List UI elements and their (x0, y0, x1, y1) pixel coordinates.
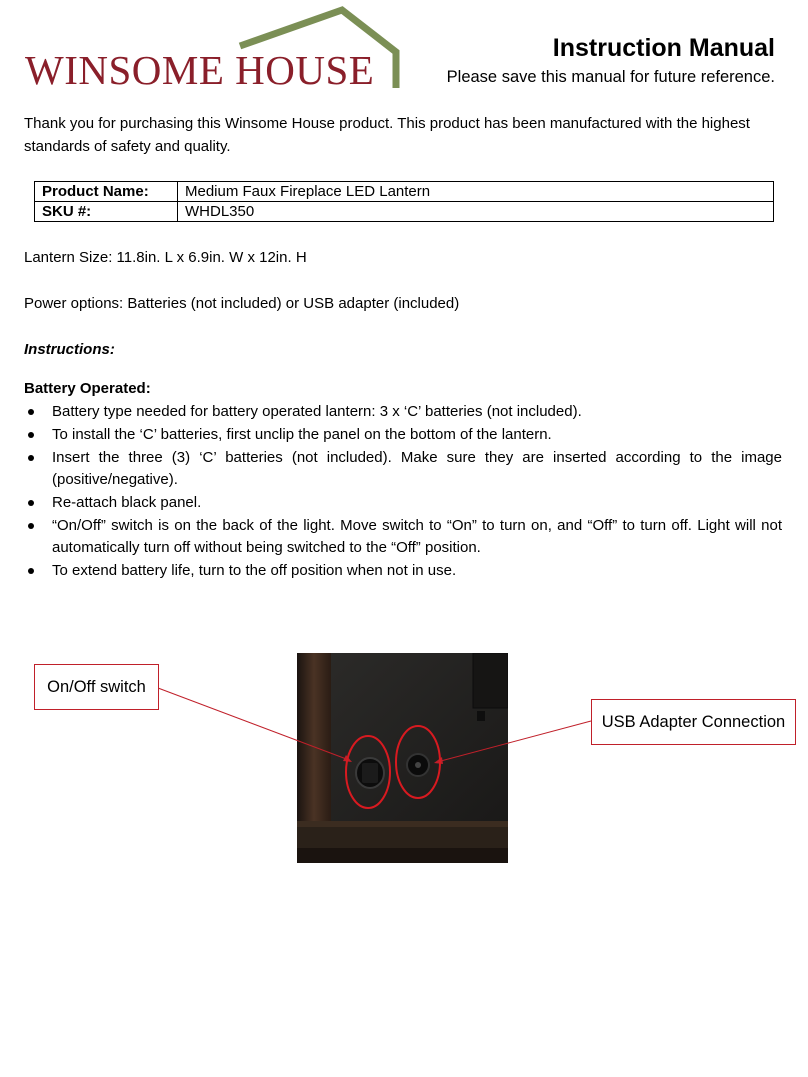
bullet-icon (28, 432, 34, 438)
product-info-table (34, 181, 774, 222)
product-name-label: Product Name: (35, 182, 178, 202)
usb-adapter-callout: USB Adapter Connection (591, 699, 796, 745)
sku-label: SKU #: (35, 202, 178, 222)
on-off-switch-callout: On/Off switch (34, 664, 159, 710)
list-item (24, 447, 782, 491)
list-item-text: To extend battery life, turn to the off position when not in use. (52, 562, 457, 579)
battery-instructions-list (24, 401, 782, 582)
power-options-text: Power options: Batteries (not included) or USB adapter (included) (24, 295, 460, 312)
bullet-icon (28, 500, 34, 506)
bullet-icon (28, 409, 34, 415)
list-item-text: Insert the three (3) ‘C’ batteries (not included). Make sure they are inserted according to the image (positive/negative). (52, 449, 782, 488)
page-title: Instruction Manual (552, 34, 775, 62)
table-row (35, 202, 774, 222)
bullet-icon (28, 523, 34, 529)
product-name-value: Medium Faux Fireplace LED Lantern (178, 182, 774, 202)
lantern-back-photo (297, 653, 508, 863)
list-item-text: To install the ‘C’ batteries, first unclip the panel on the bottom of the lantern. (52, 426, 552, 443)
list-item-text: Battery type needed for battery operated lantern: 3 x ‘C’ batteries (not included). (52, 403, 582, 420)
instructions-heading: Instructions: (24, 341, 115, 358)
battery-operated-heading: Battery Operated: (24, 380, 151, 397)
sku-value: WHDL350 (178, 202, 774, 222)
table-row (35, 182, 774, 202)
intro-paragraph: Thank you for purchasing this Winsome House product. This product has been manufactured with the highest standards of safety and quality. (24, 115, 750, 155)
list-item (24, 492, 782, 514)
list-item-text: Re-attach black panel. (52, 494, 202, 511)
list-item (24, 401, 782, 423)
bullet-icon (28, 455, 34, 461)
lantern-size-text: Lantern Size: 11.8in. L x 6.9in. W x 12in. H (24, 249, 307, 266)
list-item (24, 515, 782, 559)
list-item (24, 560, 782, 582)
list-item-text: “On/Off” switch is on the back of the light. Move switch to “On” to turn on, and “Off” to turn off. Light will not automatically turn off without being switched to the “Off” position. (52, 517, 782, 556)
bullet-icon (28, 568, 34, 574)
list-item (24, 424, 782, 446)
brand-logo-text: WINSOME HOUSE (25, 47, 375, 93)
page-subtitle: Please save this manual for future reference. (446, 68, 775, 86)
